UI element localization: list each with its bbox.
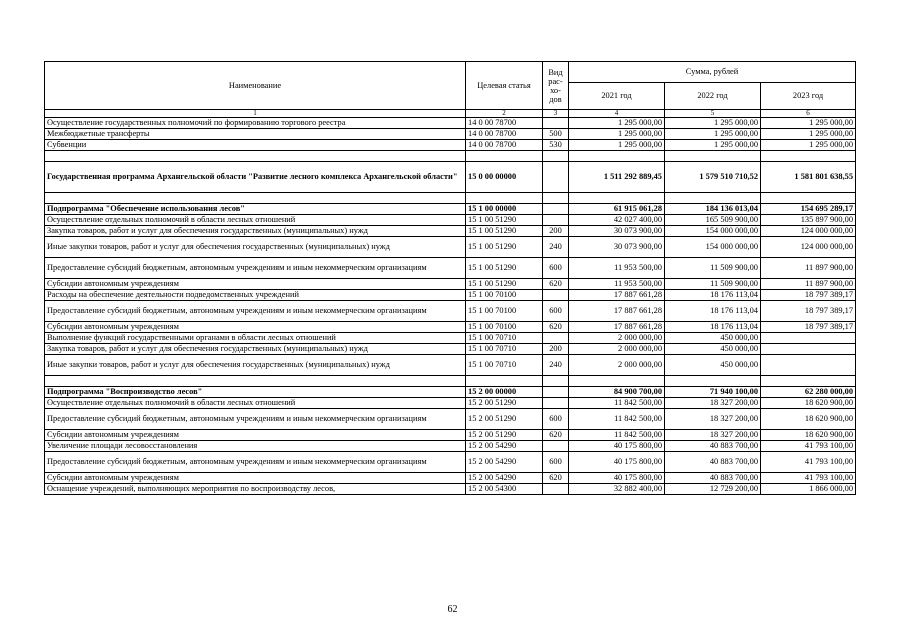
row-sum-2021: 1 511 292 889,45	[569, 162, 665, 193]
row-sum-2021: 1 295 000,00	[569, 129, 665, 140]
row-target-code: 15 1 00 51290	[466, 279, 543, 290]
row-sum-2021: 11 842 500,00	[569, 409, 665, 430]
row-expense-type: 530	[543, 140, 569, 151]
row-name: Государственная программа Архангельской области "Развитие лесного комплекса Архангельской области"	[45, 162, 466, 193]
row-sum-2021: 84 900 700,00	[569, 387, 665, 398]
row-sum-2021: 32 882 400,00	[569, 484, 665, 495]
row-sum-2022: 18 327 200,00	[665, 409, 761, 430]
row-target-code: 15 2 00 54300	[466, 484, 543, 495]
row-target-code: 15 1 00 51290	[466, 237, 543, 258]
row-target-code: 15 1 00 70710	[466, 333, 543, 344]
row-name: Субсидии автономным учреждениям	[45, 279, 466, 290]
row-sum-2021: 61 915 061,28	[569, 204, 665, 215]
row-target-code: 15 2 00 54290	[466, 473, 543, 484]
row-target-code: 15 2 00 51290	[466, 409, 543, 430]
row-target-code: 15 2 00 54290	[466, 441, 543, 452]
empty-cell	[665, 151, 761, 162]
row-name: Подпрограмма "Воспроизводство лесов"	[45, 387, 466, 398]
row-sum-2023: 18 797 389,17	[761, 322, 856, 333]
row-sum-2023: 11 897 900,00	[761, 258, 856, 279]
table-row	[45, 204, 856, 215]
row-expense-type: 200	[543, 344, 569, 355]
row-sum-2023: 124 000 000,00	[761, 226, 856, 237]
row-name: Подпрограмма "Обеспечение использования лесов"	[45, 204, 466, 215]
row-target-code: 15 1 00 70710	[466, 355, 543, 376]
empty-cell	[665, 193, 761, 204]
row-sum-2023: 41 793 100,00	[761, 441, 856, 452]
row-sum-2023: 18 797 389,17	[761, 290, 856, 301]
row-name: Предоставление субсидий бюджетным, автономным учреждениям и иным некоммерческим организациям	[45, 301, 466, 322]
row-sum-2021: 30 073 900,00	[569, 226, 665, 237]
row-sum-2023: 18 620 900,00	[761, 430, 856, 441]
row-expense-type: 620	[543, 430, 569, 441]
header-name: Наименование	[45, 62, 466, 110]
row-sum-2023: 1 581 801 638,55	[761, 162, 856, 193]
empty-cell	[569, 151, 665, 162]
row-sum-2022: 11 509 900,00	[665, 279, 761, 290]
table-row	[45, 215, 856, 226]
row-expense-type	[543, 398, 569, 409]
row-sum-2022: 1 295 000,00	[665, 140, 761, 151]
row-name: Предоставление субсидий бюджетным, автономным учреждениям и иным некоммерческим организациям	[45, 258, 466, 279]
spacer-row	[45, 376, 856, 387]
header-type: Вид рас-хо-дов	[543, 62, 569, 110]
row-sum-2021: 2 000 000,00	[569, 355, 665, 376]
row-target-code: 15 1 00 00000	[466, 204, 543, 215]
row-target-code: 15 2 00 51290	[466, 398, 543, 409]
row-sum-2023: 18 620 900,00	[761, 398, 856, 409]
row-sum-2021: 17 887 661,28	[569, 322, 665, 333]
row-sum-2022: 18 327 200,00	[665, 430, 761, 441]
column-number: 1	[45, 110, 466, 118]
row-sum-2021: 1 295 000,00	[569, 140, 665, 151]
row-name: Выполнение функций государственными органами в области лесных отношений	[45, 333, 466, 344]
row-sum-2023: 18 797 389,17	[761, 301, 856, 322]
row-sum-2022: 165 509 900,00	[665, 215, 761, 226]
row-name: Иные закупки товаров, работ и услуг для обеспечения государственных (муниципальных) нужд	[45, 237, 466, 258]
header-year-2021: 2021 год	[569, 83, 665, 110]
row-target-code: 15 1 00 70710	[466, 344, 543, 355]
row-expense-type	[543, 484, 569, 495]
empty-cell	[466, 193, 543, 204]
row-expense-type: 600	[543, 452, 569, 473]
row-expense-type: 240	[543, 355, 569, 376]
empty-cell	[665, 376, 761, 387]
row-target-code: 15 1 00 70100	[466, 322, 543, 333]
row-target-code: 15 0 00 00000	[466, 162, 543, 193]
table-row	[45, 409, 856, 430]
row-sum-2022: 40 883 700,00	[665, 452, 761, 473]
column-number: 5	[665, 110, 761, 118]
row-sum-2022: 18 176 113,04	[665, 322, 761, 333]
budget-table	[44, 61, 856, 495]
row-sum-2023: 154 695 289,17	[761, 204, 856, 215]
row-sum-2022: 1 295 000,00	[665, 118, 761, 129]
row-name: Закупка товаров, работ и услуг для обеспечения государственных (муниципальных) нужд	[45, 344, 466, 355]
empty-cell	[466, 376, 543, 387]
column-numbers-row	[45, 110, 856, 118]
empty-cell	[569, 376, 665, 387]
row-target-code: 15 2 00 51290	[466, 430, 543, 441]
row-expense-type: 240	[543, 237, 569, 258]
row-sum-2022: 184 136 013,04	[665, 204, 761, 215]
empty-cell	[45, 151, 466, 162]
empty-cell	[569, 193, 665, 204]
empty-cell	[466, 151, 543, 162]
table-row	[45, 237, 856, 258]
empty-cell	[761, 376, 856, 387]
row-sum-2021: 11 842 500,00	[569, 430, 665, 441]
table-row	[45, 279, 856, 290]
spacer-row	[45, 193, 856, 204]
row-sum-2023: 11 897 900,00	[761, 279, 856, 290]
header-code: Целевая статья	[466, 62, 543, 110]
table-row	[45, 140, 856, 151]
row-expense-type: 600	[543, 409, 569, 430]
row-sum-2022: 40 883 700,00	[665, 441, 761, 452]
empty-cell	[761, 151, 856, 162]
row-sum-2021: 17 887 661,28	[569, 290, 665, 301]
row-sum-2022: 1 295 000,00	[665, 129, 761, 140]
empty-cell	[45, 376, 466, 387]
row-name: Субвенции	[45, 140, 466, 151]
row-target-code: 14 0 00 78700	[466, 129, 543, 140]
table-row	[45, 355, 856, 376]
empty-cell	[761, 193, 856, 204]
row-sum-2021: 30 073 900,00	[569, 237, 665, 258]
row-name: Осуществление отдельных полномочий в области лесных отношений	[45, 398, 466, 409]
row-sum-2021: 17 887 661,28	[569, 301, 665, 322]
row-sum-2022: 450 000,00	[665, 344, 761, 355]
row-name: Субсидии автономным учреждениям	[45, 430, 466, 441]
table-row	[45, 344, 856, 355]
row-sum-2022: 12 729 200,00	[665, 484, 761, 495]
row-sum-2023: 1 295 000,00	[761, 118, 856, 129]
row-sum-2023	[761, 333, 856, 344]
row-expense-type: 500	[543, 129, 569, 140]
row-name: Субсидии автономным учреждениям	[45, 473, 466, 484]
empty-cell	[543, 193, 569, 204]
row-name: Осуществление государственных полномочий по формированию торгового реестра	[45, 118, 466, 129]
row-name: Субсидии автономным учреждениям	[45, 322, 466, 333]
row-target-code: 14 0 00 78700	[466, 118, 543, 129]
row-target-code: 15 2 00 00000	[466, 387, 543, 398]
row-expense-type: 620	[543, 322, 569, 333]
row-target-code: 15 2 00 54290	[466, 452, 543, 473]
row-target-code: 15 1 00 51290	[466, 258, 543, 279]
row-sum-2023: 135 897 900,00	[761, 215, 856, 226]
row-sum-2021: 1 295 000,00	[569, 118, 665, 129]
table-row	[45, 452, 856, 473]
row-name: Предоставление субсидий бюджетным, автономным учреждениям и иным некоммерческим организациям	[45, 409, 466, 430]
row-name: Межбюджетные трансферты	[45, 129, 466, 140]
row-target-code: 15 1 00 70100	[466, 301, 543, 322]
table-row	[45, 129, 856, 140]
row-sum-2022: 1 579 510 710,52	[665, 162, 761, 193]
row-sum-2021: 2 000 000,00	[569, 344, 665, 355]
row-expense-type: 620	[543, 279, 569, 290]
table-row	[45, 290, 856, 301]
row-sum-2022: 450 000,00	[665, 355, 761, 376]
row-expense-type	[543, 162, 569, 193]
table-row	[45, 430, 856, 441]
row-target-code: 15 1 00 70100	[466, 290, 543, 301]
table-row	[45, 398, 856, 409]
row-sum-2023: 124 000 000,00	[761, 237, 856, 258]
row-sum-2021: 40 175 800,00	[569, 441, 665, 452]
row-expense-type	[543, 387, 569, 398]
row-name: Иные закупки товаров, работ и услуг для обеспечения государственных (муниципальных) нужд	[45, 355, 466, 376]
row-target-code: 15 1 00 51290	[466, 226, 543, 237]
row-expense-type: 600	[543, 301, 569, 322]
row-sum-2023: 1 295 000,00	[761, 140, 856, 151]
row-name: Оснащение учреждений, выполняющих мероприятия по воспроизводству лесов,	[45, 484, 466, 495]
table-row	[45, 118, 856, 129]
row-sum-2023: 62 280 000,00	[761, 387, 856, 398]
column-number: 4	[569, 110, 665, 118]
row-name: Увеличение площади лесовосстановления	[45, 441, 466, 452]
header-year-2022: 2022 год	[665, 83, 761, 110]
table-row	[45, 162, 856, 193]
table-row	[45, 473, 856, 484]
row-sum-2021: 40 175 800,00	[569, 473, 665, 484]
row-sum-2023: 41 793 100,00	[761, 473, 856, 484]
page-number: 62	[447, 604, 458, 615]
row-name: Расходы на обеспечение деятельности подведомственных учреждений	[45, 290, 466, 301]
empty-cell	[45, 193, 466, 204]
row-sum-2022: 154 000 000,00	[665, 226, 761, 237]
row-expense-type	[543, 333, 569, 344]
column-number: 6	[761, 110, 856, 118]
row-expense-type: 600	[543, 258, 569, 279]
table-row	[45, 258, 856, 279]
row-sum-2021: 40 175 800,00	[569, 452, 665, 473]
row-name: Осуществление отдельных полномочий в области лесных отношений	[45, 215, 466, 226]
table-row	[45, 441, 856, 452]
empty-cell	[543, 151, 569, 162]
row-sum-2022: 71 940 100,00	[665, 387, 761, 398]
row-expense-type	[543, 204, 569, 215]
table-row	[45, 322, 856, 333]
row-name: Предоставление субсидий бюджетным, автономным учреждениям и иным некоммерческим организациям	[45, 452, 466, 473]
row-expense-type: 620	[543, 473, 569, 484]
table-row	[45, 301, 856, 322]
row-sum-2022: 18 176 113,04	[665, 290, 761, 301]
row-expense-type	[543, 290, 569, 301]
row-sum-2022: 18 327 200,00	[665, 398, 761, 409]
table-row	[45, 226, 856, 237]
row-expense-type: 200	[543, 226, 569, 237]
row-sum-2022: 11 509 900,00	[665, 258, 761, 279]
table-row	[45, 484, 856, 495]
row-sum-2022: 154 000 000,00	[665, 237, 761, 258]
row-sum-2021: 11 953 500,00	[569, 258, 665, 279]
row-sum-2023	[761, 355, 856, 376]
row-target-code: 15 1 00 51290	[466, 215, 543, 226]
header-year-2023: 2023 год	[761, 83, 856, 110]
empty-cell	[543, 376, 569, 387]
row-expense-type	[543, 215, 569, 226]
row-sum-2023: 1 866 000,00	[761, 484, 856, 495]
column-number: 2	[466, 110, 543, 118]
row-sum-2022: 450 000,00	[665, 333, 761, 344]
row-sum-2023: 41 793 100,00	[761, 452, 856, 473]
row-sum-2023: 18 620 900,00	[761, 409, 856, 430]
row-sum-2023	[761, 344, 856, 355]
header-sum: Сумма, рублей	[569, 62, 856, 83]
row-sum-2021: 42 027 400,00	[569, 215, 665, 226]
row-sum-2022: 18 176 113,04	[665, 301, 761, 322]
column-number: 3	[543, 110, 569, 118]
table-row	[45, 387, 856, 398]
row-expense-type	[543, 441, 569, 452]
row-target-code: 14 0 00 78700	[466, 140, 543, 151]
spacer-row	[45, 151, 856, 162]
row-sum-2023: 1 295 000,00	[761, 129, 856, 140]
row-sum-2021: 2 000 000,00	[569, 333, 665, 344]
row-expense-type	[543, 118, 569, 129]
row-sum-2022: 40 883 700,00	[665, 473, 761, 484]
table-row	[45, 333, 856, 344]
row-sum-2021: 11 953 500,00	[569, 279, 665, 290]
row-name: Закупка товаров, работ и услуг для обеспечения государственных (муниципальных) нужд	[45, 226, 466, 237]
row-sum-2021: 11 842 500,00	[569, 398, 665, 409]
